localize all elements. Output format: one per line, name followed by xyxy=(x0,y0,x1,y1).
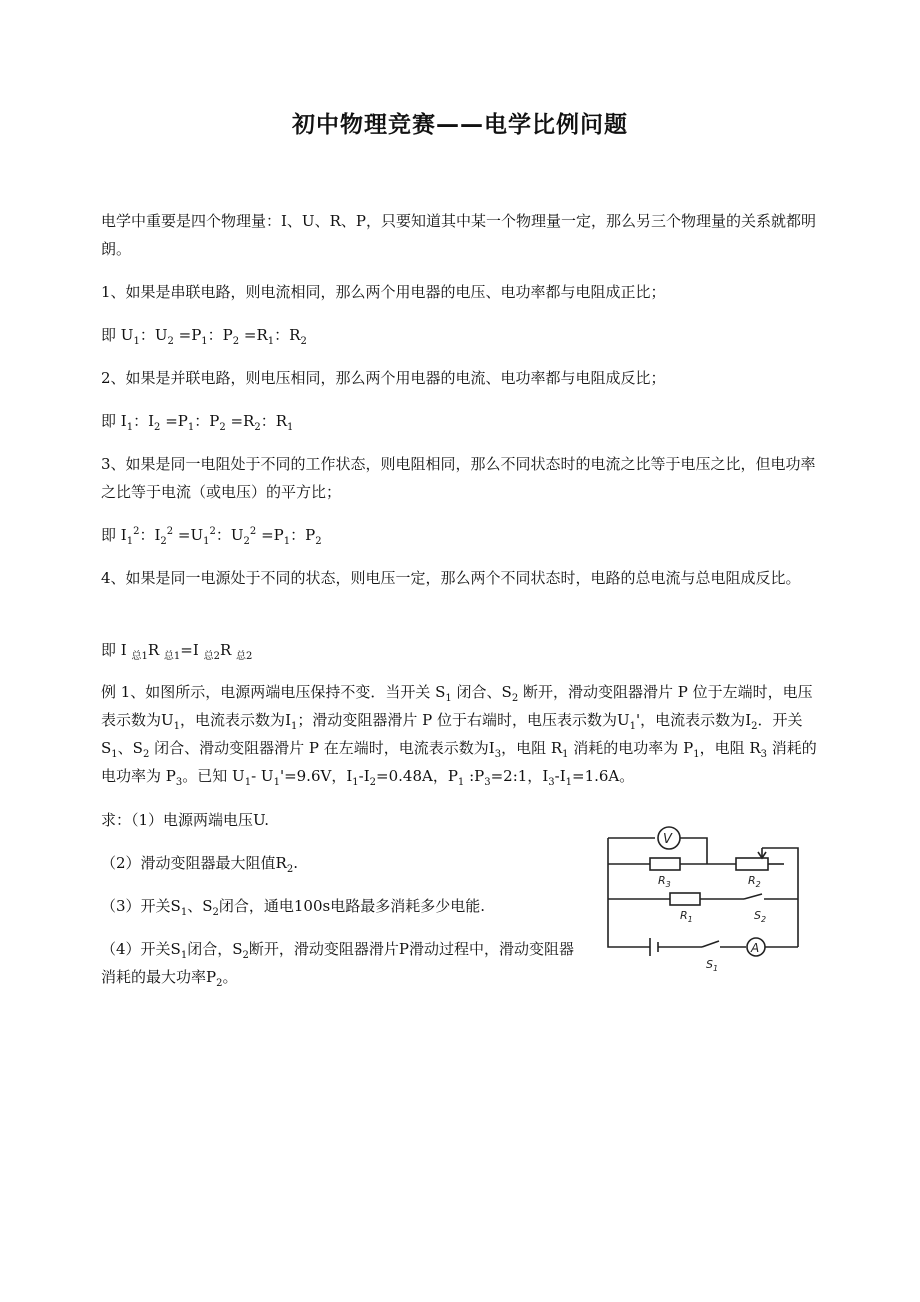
rule-2-formula: 即 $I_1$：$I_2 =P_1$：$P_2 =R_2$：$R_1$ xyxy=(101,412,294,433)
left-wire xyxy=(608,859,650,947)
r2-rheostat xyxy=(736,858,768,870)
question-4: （4）开关$S_1$闭合，$S_2$断开，滑动变阻器滑片P滑动过程中，滑动变阻器消耗的最大功率$P_2$。 xyxy=(101,940,574,989)
ammeter-label: A xyxy=(751,941,760,955)
voltmeter-right-wire xyxy=(680,838,707,864)
rule-1-formula: 即 $U_1$：$U_2 =P_1$：$P_2 =R_1$：$R_2$ xyxy=(101,326,307,347)
example-1-text: 例 1、如图所示，电源两端电压保持不变．当开关 $S_1$ 闭合、$S_2$ 断开，滑动变阻器滑片 P 位于左端时，电压表示数为$U_1$，电流表示数为$I_1$；滑动变阻器滑片 P 位于右端时，电压表示数为$U_1'$，电流表示数为$I_2$．开关 $S_1$、$S_2$ 闭合、滑动变阻器滑片 P 在左端时，电流表示数为$I_3$，电阻 $R_1$ 消耗的电功率为 $P_1$，电阻 $R_3$ 消耗的电功率为 $P_3$。已知 $U_1-$ $U_1'=9.6V$，$I_1-I_2=0.48A$，$P_1$ $:P_3=2:1$，$I_3-I_1=1.6A$。 xyxy=(101,683,817,788)
switch-s1 xyxy=(702,941,719,947)
question-2: （2）滑动变阻器最大阻值$R_2$. xyxy=(101,854,298,875)
question-3: （3）开关$S_1$、$S_2$闭合，通电100s电路最多消耗多少电能. xyxy=(101,897,485,918)
rule-3-formula: 即 $I_1^2$：$I_2^2 =U_1^2$：$U_2^2 =P_1$：$P_2$ xyxy=(101,526,322,547)
rule-1: 1、如果是串联电路，则电流相同，那么两个用电器的电压、电功率都与电阻成正比； xyxy=(101,283,666,301)
intro-paragraph: 电学中重要是四个物理量：I、U、R、P，只要知道其中某一个物理量一定，那么另三个物理量的关系就都明朗。 xyxy=(101,212,816,258)
s1-label: $S_1$ xyxy=(706,958,719,973)
page-title: 初中物理竞赛——电学比例问题 xyxy=(292,112,628,138)
s2-label: $S_2$ xyxy=(754,909,767,924)
rule-4-formula: 即 I $_{总1}$R $_{总1}$=I $_{总2}$R $_{总2}$ xyxy=(101,641,253,662)
voltmeter-label: V xyxy=(663,832,672,847)
r3-resistor xyxy=(650,858,680,870)
rule-3: 3、如果是同一电阻处于不同的工作状态，则电阻相同，那么不同状态时的电流之比等于电压之比，但电功率之比等于电流（或电压）的平方比； xyxy=(101,455,816,501)
r3-label: $R_3$ xyxy=(658,874,671,889)
rule-2: 2、如果是并联电路，则电压相同，那么两个用电器的电流、电功率都与电阻成反比； xyxy=(101,369,666,387)
r1-resistor xyxy=(670,893,700,905)
circuit-diagram xyxy=(602,822,806,978)
switch-s2 xyxy=(744,894,762,899)
question-1: 求：（1）电源两端电压U. xyxy=(101,811,270,829)
r1-label: $R_1$ xyxy=(680,909,693,924)
r2-label: $R_2$ xyxy=(748,874,761,889)
rule-4: 4、如果是同一电源处于不同的状态，则电压一定，那么两个不同状态时，电路的总电流与总电阻成反比。 xyxy=(101,569,801,587)
